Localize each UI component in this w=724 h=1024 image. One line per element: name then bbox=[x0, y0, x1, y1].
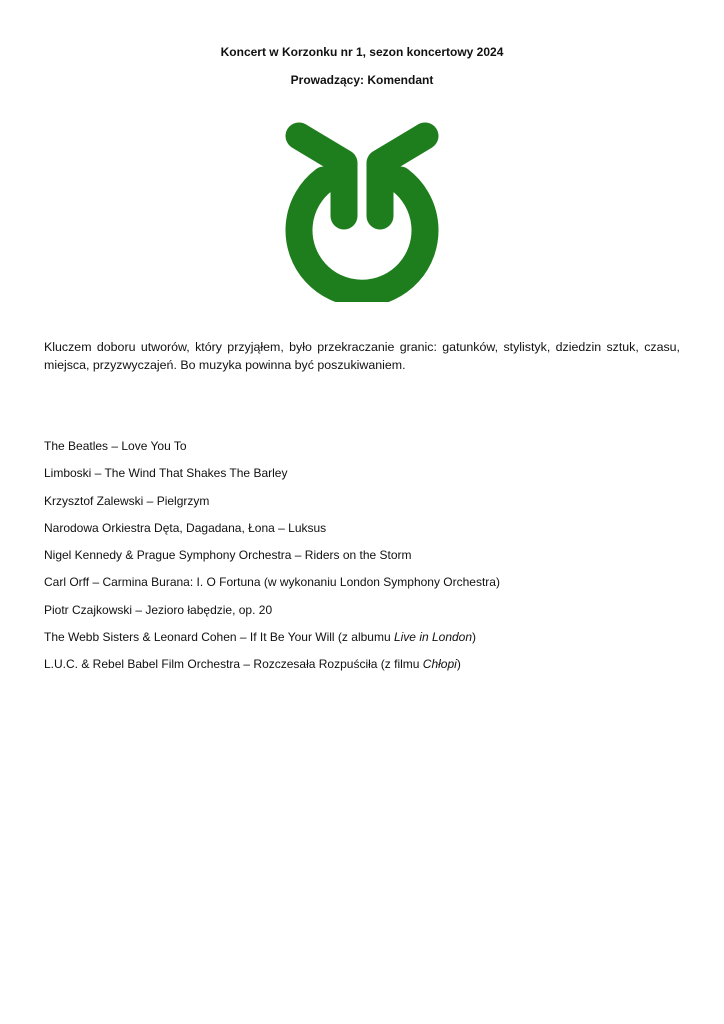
track-source-title: Chłopi bbox=[422, 657, 457, 672]
track-text: L.U.C. & Rebel Babel Film Orchestra – Rozczesała Rozpuściła (z filmu bbox=[44, 657, 423, 672]
track-text: The Beatles – Love You To bbox=[44, 439, 187, 453]
host-line: Prowadzący: Komendant bbox=[290, 73, 434, 87]
track-item bbox=[44, 574, 684, 601]
track-item bbox=[44, 465, 684, 492]
track-item bbox=[44, 520, 684, 547]
track-item bbox=[44, 656, 684, 683]
track-text: Piotr Czajkowski – Jezioro łabędzie, op. 20 bbox=[44, 602, 273, 617]
track-item bbox=[44, 547, 684, 574]
track-item bbox=[44, 438, 684, 465]
track-item bbox=[44, 629, 684, 656]
track-text: Krzysztof Zalewski – Pielgrzym bbox=[44, 493, 210, 508]
intro-paragraph: Kluczem doboru utworów, który przyjąłem, było przekraczanie granic: gatunków, stylistyk, dziedzin sztuk, czasu, miejsca, przyzwyczajeń. Bo muzyka powinna być poszukiwaniem. bbox=[44, 340, 680, 372]
track-source-title: Live in London bbox=[393, 630, 473, 645]
track-text: Carl Orff – Carmina Burana: I. O Fortuna (w wykonaniu London Symphony Orchestra) bbox=[44, 575, 500, 590]
track-suffix: ) bbox=[472, 630, 477, 645]
track-text: Limboski – The Wind That Shakes The Barley bbox=[44, 466, 288, 481]
track-text: Narodowa Orkiestra Dęta, Dagadana, Łona – Luksus bbox=[44, 520, 327, 535]
track-item bbox=[44, 602, 684, 629]
track-text: The Webb Sisters & Leonard Cohen – If It Be Your Will (z albumu bbox=[44, 630, 394, 645]
green-power-arrows-logo-icon bbox=[281, 122, 443, 302]
track-item bbox=[44, 493, 684, 520]
track-text: Nigel Kennedy & Prague Symphony Orchestra – Riders on the Storm bbox=[44, 548, 412, 563]
page-title: Koncert w Korzonku nr 1, sezon koncertowy 2024 bbox=[220, 45, 504, 59]
track-suffix: ) bbox=[456, 657, 461, 672]
track-list bbox=[44, 438, 684, 684]
